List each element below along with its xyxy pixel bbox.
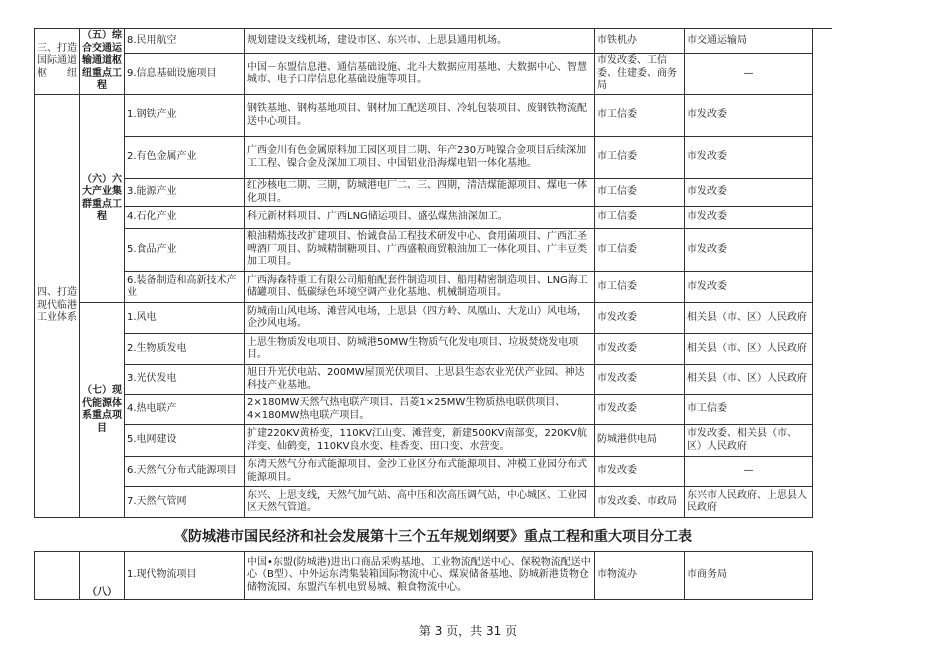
content-cell: 扩建220KV黄桥变，110KV江山变、滩营变，新建500KV南部变，220KV航洋变、仙鹤变，110KV良水变、桂香变、田口变、水营变。 xyxy=(245,425,595,457)
coop-cell: — xyxy=(685,54,813,95)
coop-cell: 市发改委 xyxy=(685,272,813,303)
coop-cell: 市发改委 xyxy=(685,179,813,207)
coop-cell: 市发改委 xyxy=(685,95,813,137)
lead-cell: 市发改委 xyxy=(595,395,685,425)
item-cell: 8.民用航空 xyxy=(125,29,245,54)
coop-cell: 相关县（市、区）人民政府 xyxy=(685,365,813,395)
coop-cell: 相关县（市、区）人民政府 xyxy=(685,303,813,334)
table-row xyxy=(35,487,813,518)
content-cell: 中国•东盟(防城港)进出口商品采购基地、工业物流配送中心、保税物流配送中心（B型）、中外运东湾集装箱国际物流中心、煤炭储备基地、防城新港货物仓储物流园、东盟汽车机电贸易城、粮食物流中心。 xyxy=(245,552,595,600)
item-cell: 1.钢铁产业 xyxy=(125,95,245,137)
lead-cell: 防城港供电局 xyxy=(595,425,685,457)
content-cell: 红沙核电二期、三期，防城港电厂二、三、四期，清洁煤能源项目、煤电一体化项目。 xyxy=(245,179,595,207)
item-cell: 2.有色金属产业 xyxy=(125,137,245,179)
coop-cell: — xyxy=(685,457,813,487)
page-footer: 第 3 页，共 31 页 xyxy=(418,624,518,638)
content-cell: 东兴、上思支线，天然气加气站、高中压和次高压调气站，中心城区、工业园区天然气管道。 xyxy=(245,487,595,518)
item-cell: 3.能源产业 xyxy=(125,179,245,207)
project-table-continued xyxy=(34,551,813,600)
table-row xyxy=(35,552,813,600)
project-table xyxy=(34,28,813,518)
item-cell: 5.电网建设 xyxy=(125,425,245,457)
table-row xyxy=(35,303,813,334)
group-7-label: （七）现代能源体系重点项目 xyxy=(80,303,125,518)
lead-cell: 市发改委、市政局 xyxy=(595,487,685,518)
content-cell: 规划建设支线机场，建设市区、东兴市、上思县通用机场。 xyxy=(245,29,595,54)
table-row xyxy=(35,334,813,365)
section-4-label: 四、打造现代临港工业体系 xyxy=(35,95,80,518)
lead-cell: 市工信委 xyxy=(595,207,685,229)
content-cell: 东湾天然气分布式能源项目、金沙工业区分布式能源项目、冲模工业园分布式能源项目。 xyxy=(245,457,595,487)
table-row xyxy=(35,457,813,487)
lead-cell: 市物流办 xyxy=(595,552,685,600)
table-row xyxy=(35,207,813,229)
page-title: 《防城港市国民经济和社会发展第十三个五年规划纲要》重点工程和重大项目分工表 xyxy=(174,529,692,545)
coop-cell: 市发改委 xyxy=(685,229,813,272)
content-cell: 钢铁基地、钢构基地项目、钢材加工配送项目、冷轧包装项目、废钢铁物流配送中心项目。 xyxy=(245,95,595,137)
item-cell: 2.生物质发电 xyxy=(125,334,245,365)
item-cell: 6.天然气分布式能源项目 xyxy=(125,457,245,487)
lead-cell: 市发改委、工信委、住建委、商务局 xyxy=(595,54,685,95)
group-5-label: （五）综合交通运输通道枢纽重点工程 xyxy=(80,29,125,95)
coop-cell: 相关县（市、区）人民政府 xyxy=(685,334,813,365)
table-row xyxy=(35,365,813,395)
lead-cell: 市发改委 xyxy=(595,457,685,487)
table-row xyxy=(35,95,813,137)
section-label-empty xyxy=(35,552,80,600)
lead-cell: 市工信委 xyxy=(595,95,685,137)
content-cell: 中国－东盟信息港、通信基础设施、北斗大数据应用基地、大数据中心、智慧城市、电子口岸信息化基础设施等项目。 xyxy=(245,54,595,95)
coop-cell: 市发改委、相关县（市、区）人民政府 xyxy=(685,425,813,457)
item-cell: 7.天然气管网 xyxy=(125,487,245,518)
content-cell: 2×180MW天然气热电联产项目、吕菱1×25MW生物质热电联供项目、4×180MW热电联产项目。 xyxy=(245,395,595,425)
table-row xyxy=(35,137,813,179)
table-row xyxy=(35,395,813,425)
content-cell: 粮油精炼技改扩建项目、怡诚食品工程技术研发中心、食用菌项目、广西汇圣啤酒厂项目、防城精制糖项目、广西盛粮商贸粮油加工一体化项目、广丰豆类加工项目。 xyxy=(245,229,595,272)
item-cell: 3.光伏发电 xyxy=(125,365,245,395)
item-cell: 4.热电联产 xyxy=(125,395,245,425)
lead-cell: 市发改委 xyxy=(595,365,685,395)
table-row xyxy=(35,54,813,95)
content-cell: 科元新材料项目、广西LNG储运项目、盛弘煤焦油深加工。 xyxy=(245,207,595,229)
table-row xyxy=(35,229,813,272)
coop-cell: 市发改委 xyxy=(685,207,813,229)
item-cell: 4.石化产业 xyxy=(125,207,245,229)
lead-cell: 市铁机办 xyxy=(595,29,685,54)
lead-cell: 市工信委 xyxy=(595,137,685,179)
item-cell: 9.信息基础设施项目 xyxy=(125,54,245,95)
item-cell: 6.装备制造和高新技术产业 xyxy=(125,272,245,303)
content-cell: 防城南山风电场、滩营风电场，上思县（四方岭、凤凰山、大龙山）风电场，企沙风电场。 xyxy=(245,303,595,334)
table-row xyxy=(35,29,813,54)
content-cell: 广西金川有色金属原料加工园区项目二期、年产230万吨镍合金项目后续深加工工程、镍合金及深加工项目、中国铝业沿海煤电铝一体化基地。 xyxy=(245,137,595,179)
lead-cell: 市发改委 xyxy=(595,334,685,365)
group-6-label: （六）六大产业集群重点工程 xyxy=(80,95,125,303)
section-3-label: 三、打造国际通道枢纽 xyxy=(35,29,80,95)
table-row xyxy=(35,272,813,303)
coop-cell: 市交通运输局 xyxy=(685,29,813,54)
content-cell: 广西海森特重工有限公司船舶配套件制造项目、船用精密制造项目、LNG海工储罐项目、低碳绿色环境空调产业化基地、机械制造项目。 xyxy=(245,272,595,303)
lead-cell: 市发改委 xyxy=(595,303,685,334)
coop-cell: 市工信委 xyxy=(685,395,813,425)
lead-cell: 市工信委 xyxy=(595,179,685,207)
coop-cell: 市发改委 xyxy=(685,137,813,179)
item-cell: 1.现代物流项目 xyxy=(125,552,245,600)
content-cell: 旭日升光伏电站、200MW屋顶光伏项目、上思县生态农业光伏产业园、神达科技产业基地。 xyxy=(245,365,595,395)
table-row xyxy=(35,425,813,457)
lead-cell: 市工信委 xyxy=(595,229,685,272)
coop-cell: 市商务局 xyxy=(685,552,813,600)
coop-cell: 东兴市人民政府、上思县人民政府 xyxy=(685,487,813,518)
item-cell: 5.食品产业 xyxy=(125,229,245,272)
content-cell: 上思生物质发电项目、防城港50MW生物质气化发电项目、垃圾焚烧发电项目。 xyxy=(245,334,595,365)
group-8-label: （八） xyxy=(80,552,125,600)
item-cell: 1.风电 xyxy=(125,303,245,334)
table-row xyxy=(35,179,813,207)
lead-cell: 市工信委 xyxy=(595,272,685,303)
